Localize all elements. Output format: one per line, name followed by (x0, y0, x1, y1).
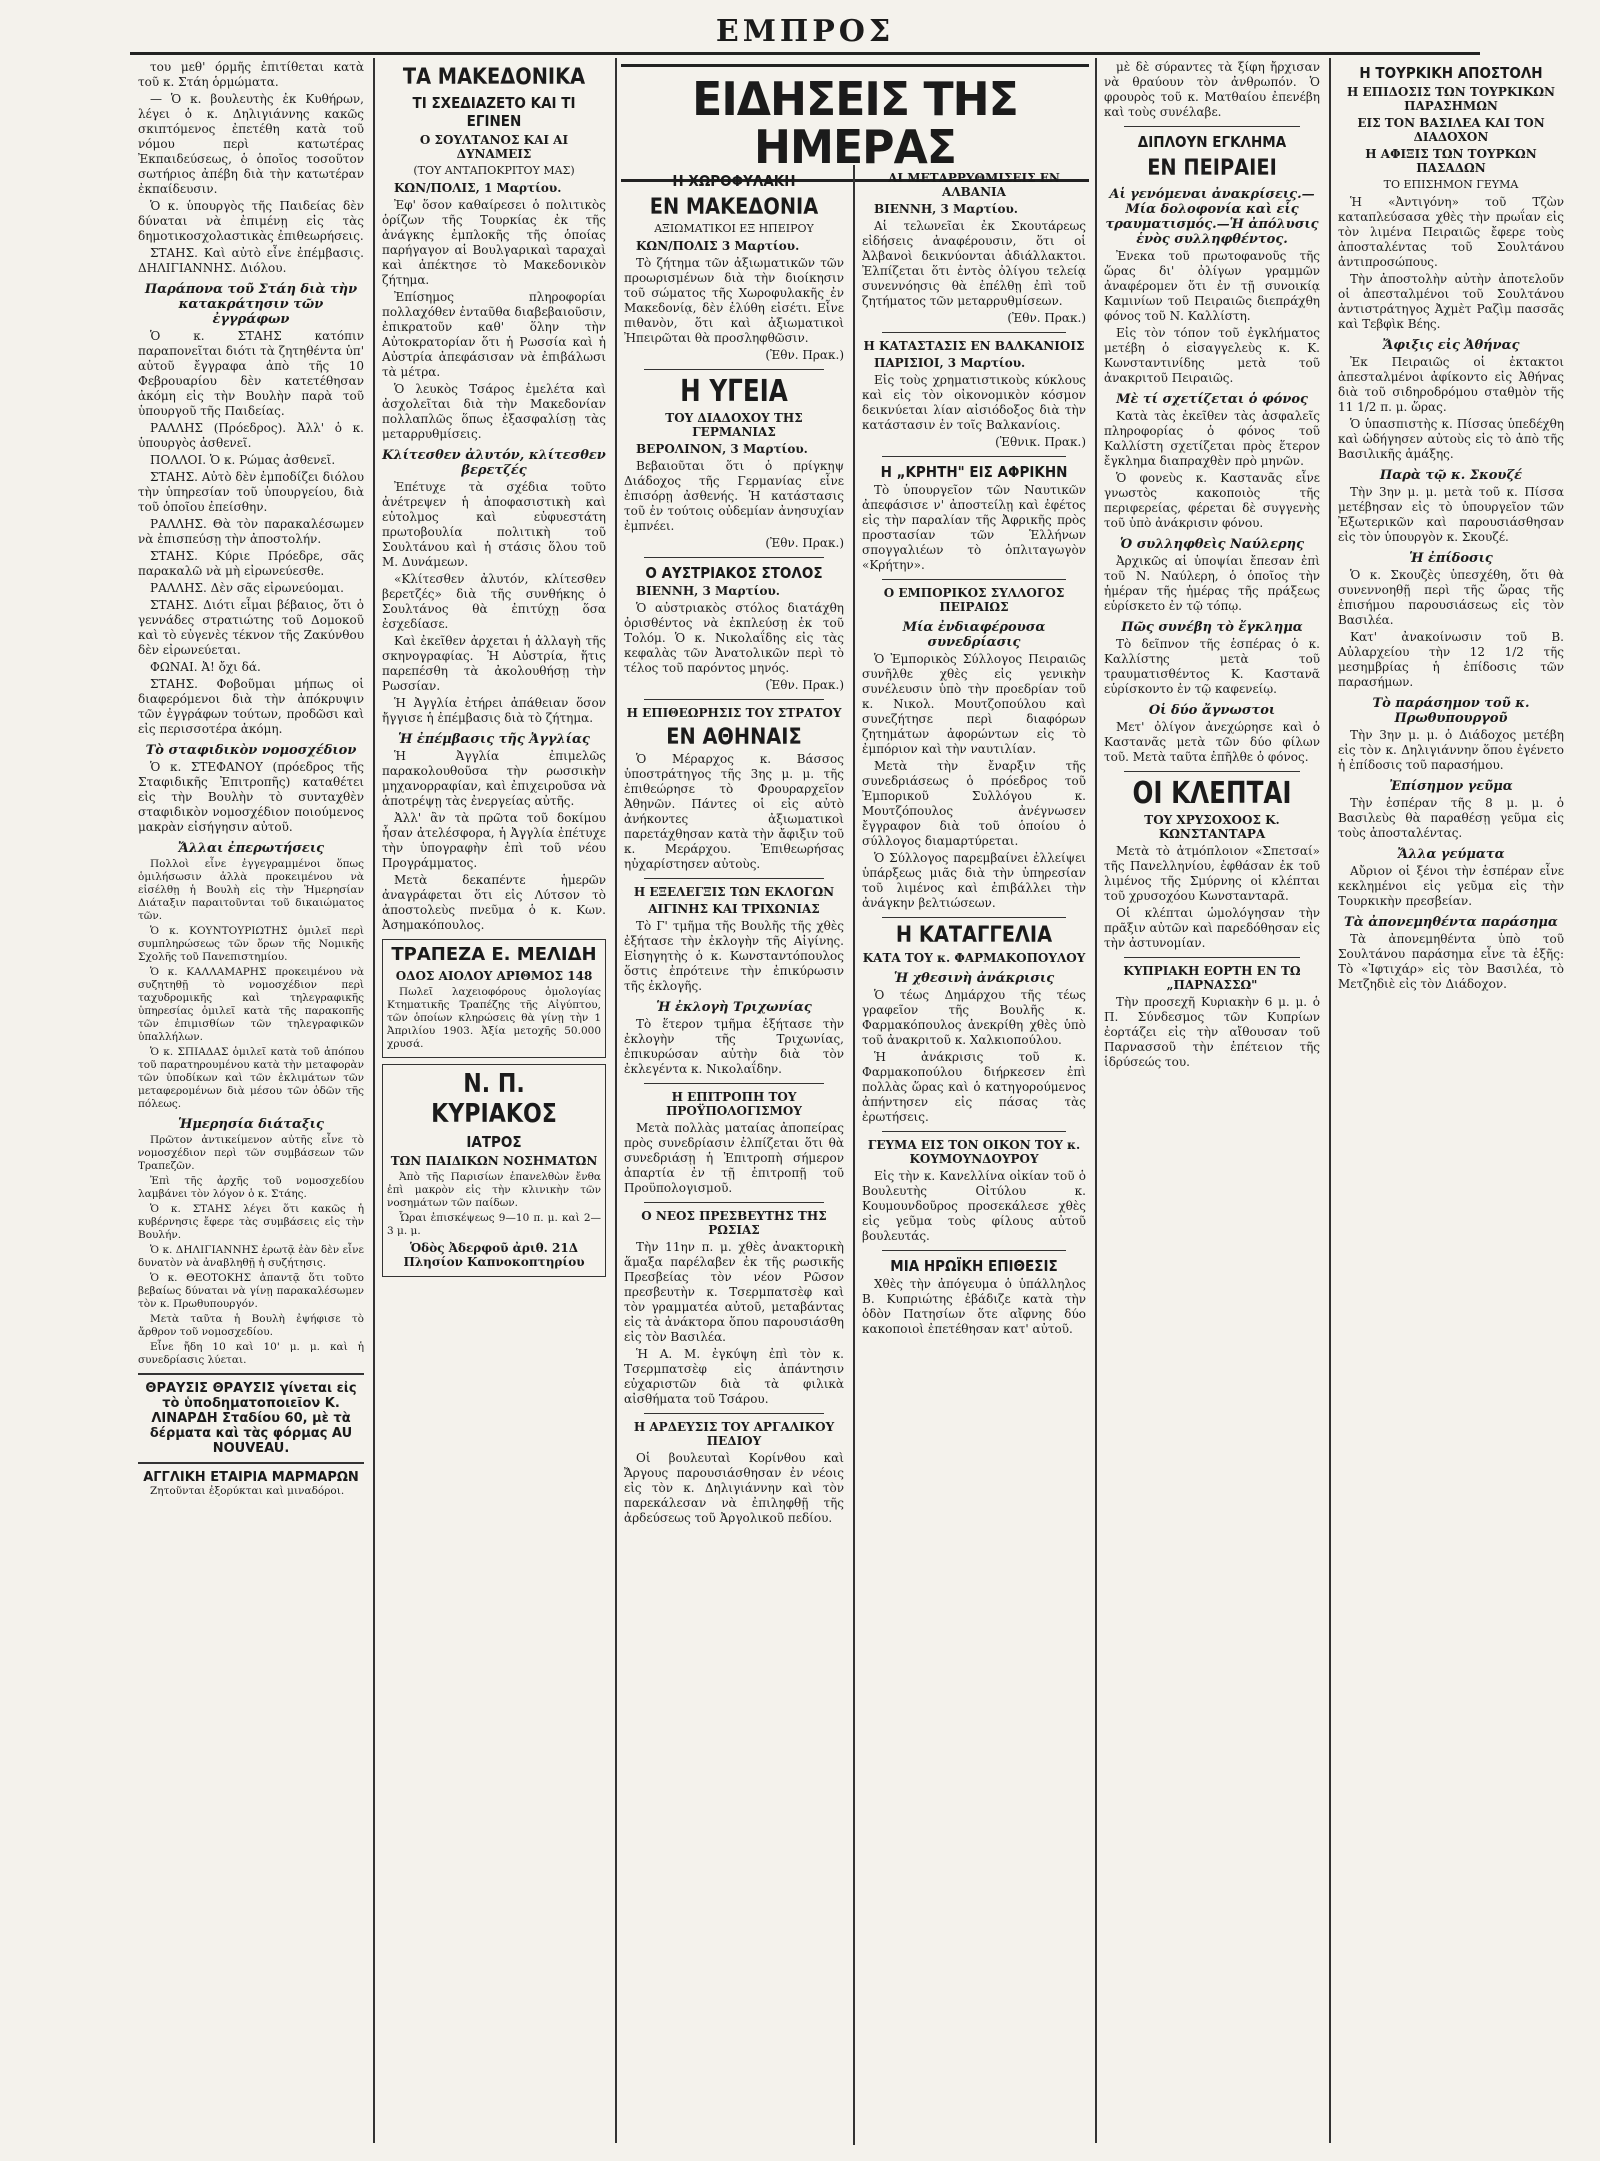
column-divider (373, 58, 375, 2143)
paragraph: ΦΩΝΑΙ. Ἀ! ὄχι δά. (150, 660, 261, 674)
section-heading: Παράπονα τοῦ Στάη διὰ τὴν κατακράτησιν τῶν ἐγγράφων (144, 282, 358, 327)
paragraph: Οἱ κλέπται ὡμολόγησαν τὴν πρᾶξιν αὐτῶν καὶ παρεδόθησαν εἰς τὴν ἀστυνομίαν. (1104, 906, 1320, 950)
article-subheadline: Η ΑΦΙΞΙΣ ΤΩΝ ΤΟΥΡΚΩΝ ΠΑΣΑΔΩΝ (1365, 147, 1537, 175)
divider (882, 456, 1066, 457)
dateline-text: ΠΑΡΙΣΙΟΙ, 3 Μαρτίου. (874, 356, 1026, 370)
paragraph: ΣΤΑΗΣ. Διότι εἶμαι βέβαιος, ὅτι ὁ γεννάδες στρατιώτης τοῦ Δομοκοῦ καὶ τὸ εὐγενὲς τέκνον τῆς Ζακύνθου δὲν εἰρωνεύεται. (138, 598, 364, 657)
divider (882, 579, 1066, 580)
source: (Ἐθν. Πρακ.) (765, 348, 844, 362)
paragraph: Εἰς τὴν κ. Κανελλίνα οἰκίαν τοῦ ὁ Βουλευτὴς Οἰτύλου κ. Κουμουνδοῦρος προσεκάλεσε χθὲς εἰς γεῦμα τοὺς φίλους αὐτοῦ βουλευτάς. (862, 1169, 1086, 1243)
article-headline: Ο ΝΕΟΣ ΠΡΕΣΒΕΥΤΗΣ ΤΗΣ ΡΩΣΙΑΣ (641, 1209, 827, 1237)
section-heading: Τὸ σταφιδικὸν νομοσχέδιον (145, 743, 357, 758)
paragraph: Εἰς τὸν τόπον τοῦ ἐγκλήματος μετέβη ὁ εἰσαγγελεὺς κ. Κ. Κωνσταντινίδης μετὰ τοῦ ἀνακριτοῦ Πειραιῶς. (1104, 326, 1320, 385)
paragraph: Ὁ κ. ΣΤΑΗΣ λέγει ὅτι κακῶς ἡ κυβέρνησις ἔφερε τὰς συμβάσεις εἰς τὴν Βουλήν. (138, 1203, 364, 1241)
paragraph: ΣΤΑΗΣ. Αὐτὸ δὲν ἐμποδίζει διόλου τὴν ὑπηρεσίαν τοῦ ὑπουργείου, διὰ τοῦ ὁποῖου ἐπείσθην. (138, 470, 364, 514)
section-heading: Ἡμερησία διάταξις (178, 1117, 324, 1132)
column-2 (376, 60, 612, 2145)
paragraph: Τὴν ἀποστολὴν αὐτὴν ἀποτελοῦν οἱ ἀπεσταλμένοι τοῦ Σουλτάνου ἀντιστράτηγος Ἀχμὲτ Ραζὶμ πασσᾶς καὶ Τεβφὶκ Βέης. (1338, 272, 1564, 331)
paragraph: ΡΑΛΛΗΣ (Πρόεδρος). Ἀλλ' ὁ κ. ὑπουργὸς ἀσθενεῖ. (138, 421, 364, 450)
column-3 (618, 168, 850, 2145)
divider (138, 1373, 364, 1375)
paragraph: Ἡ Ἀγγλία ἐπιμελῶς παρακολουθοῦσα τὴν ρωσσικὴν μηχανορραφίαν, καὶ ἐπιχειροῦσα νὰ ἀποτρέψῃ τὰς ἐνεργείας αὐτῆς. (382, 749, 606, 808)
article-headline: Η „ΚΡΗΤΗ" ΕΙΣ ΑΦΡΙΚΗΝ (880, 463, 1068, 481)
article-headline: Η ΤΟΥΡΚΙΚΗ ΑΠΟΣΤΟΛΗ (1359, 64, 1543, 82)
doctor-advertisement (382, 1064, 606, 1277)
advertisement: ΘΡΑΥΣΙΣ ΘΡΑΥΣΙΣ γίνεται εἰς τὸ ὑποδηματοποιεῖον Κ. ΛΙΝΑΡΔΗ Σταδίου 60, μὲ τὰ δέρματα καὶ τὰς φόρμας AU NOUVEAU. (145, 1381, 357, 1456)
section-heading: Ὁ συλληφθεὶς Ναύλερης (1120, 537, 1304, 552)
paragraph: Αὔριον οἱ ξένοι τὴν ἑσπέραν εἶνε κεκλημένοι εἰς γεῦμα εἰς τὴν Τουρκικὴν πρεσβείαν. (1338, 864, 1564, 908)
section-heading: Ἐπίσημον γεῦμα (1389, 779, 1513, 794)
paragraph: Ὁ Ἐμπορικὸς Σύλλογος Πειραιῶς συνῆλθε χθὲς εἰς γενικὴν συνέλευσιν ὑπὸ τὴν προεδρίαν τοῦ κ. Νικολ. Μουτζοπούλου καὶ συνεζήτησε περὶ διαφόρων ζητημάτων ἀφορώντων εἰς τὸ ἐμπόριον καὶ τὴν ναυτιλίαν. (862, 652, 1086, 756)
divider (1124, 126, 1300, 127)
paragraph: Ἐπέτυχε τὰ σχέδια τοῦτο ἀνέτρεψεν ἡ ἀποφασιστικὴ καὶ εὐτολμος καὶ εὐφυεστάτη πρωτοβουλία πολιτικὴ τοῦ Σουλτάνου καὶ ἡ στάσις ὅλου τοῦ Μ. Δυνάμεων. (382, 480, 606, 569)
dateline-text: ΒΙΕΝΝΗ, 3 Μαρτίου. (874, 202, 1018, 216)
article-headline: ΤΑ ΜΑΚΕΔΟΝΙΚΑ (402, 65, 586, 90)
paragraph: ΡΑΛΛΗΣ. Δὲν σᾶς εἰρωνεύομαι. (150, 581, 344, 595)
paragraph: Τὸ ζήτημα τῶν ἀξιωματικῶν τῶν προωρισμένων διὰ τὴν διοίκησιν τοῦ σώματος τῆς Χωροφυλακῆς ἐν Μακεδονίᾳ, δὲν ἐλύθη εἰσέτι. Εἶνε πιθανὸν, ὅτι καὶ ἀξιωματικοὶ Ἠπειρῶται θὰ προσληφθῶσιν. (624, 256, 844, 345)
article-headline: ΔΙΠΛΟΥΝ ΕΓΚΛΗΜΑ (1137, 133, 1287, 151)
paragraph: Ὁ αὐστριακὸς στόλος διατάχθη ὀρισθέντος νὰ ἐκπλεύσῃ ἐκ τοῦ Τολόμ. Ὁ κ. Νικολαΐδης εἰς τὰς κεφαλὰς τῶν Ἀνατολικῶν περὶ τὸ τέλος τοῦ παρόντος μηνός. (624, 601, 844, 675)
section-heading: Τὰ ἀπονεμηθέντα παράσημα (1344, 915, 1558, 930)
dateline-text: ΒΙΕΝΝΗ, 3 Μαρτίου. (636, 584, 780, 598)
article-subheadline: Η ΕΠΙΔΟΣΙΣ ΤΩΝ ΤΟΥΡΚΙΚΩΝ ΠΑΡΑΣΗΜΩΝ (1347, 85, 1555, 113)
article-headline: Η ΕΠΙΤΡΟΠΗ ΤΟΥ ΠΡΟΫΠΟΛΟΓΙΣΜΟΥ (666, 1090, 802, 1118)
article-subheadline: ΤΟ ΕΠΙΣΗΜΟΝ ΓΕΥΜΑ (1383, 178, 1519, 191)
banner-frame (621, 64, 1089, 182)
ad-specialty: ΤΩΝ ΠΑΙΔΙΚΩΝ ΝΟΣΗΜΑΤΩΝ (390, 1154, 598, 1168)
paragraph: Ὁ κ. ὑπουργὸς τῆς Παιδείας δὲν δύναται νὰ ἐπιμένῃ εἰς τὰς δημοτικοσχολαστικὰς ἐπιθεωρήσεις. (138, 199, 364, 243)
dateline-text: ΚΩΝ/ΠΟΛΙΣ, 1 Μαρτίου. (394, 181, 562, 195)
section-heading: Μία ἐνδιαφέρουσα συνεδρίασις (902, 620, 1046, 650)
article-headline: Ο ΑΥΣΤΡΙΑΚΟΣ ΣΤΟΛΟΣ (645, 564, 823, 582)
ad-subtitle: ΙΑΤΡΟΣ (466, 1133, 522, 1151)
paragraph: Ἡ Ἀγγλία ἐτήρει ἀπάθειαν ὅσον ἤγγισε ἡ ἐπέμβασις διὰ τὸ ζήτημα. (382, 696, 606, 725)
section-heading: Ἄλλα γεύματα (1397, 847, 1505, 862)
paragraph: ΣΤΑΗΣ. Φοβοῦμαι μήπως οἱ διαφερόμενοι διὰ τὴν ἀπόκρυψιν τῶν ἐγγράφων τούτων, προδῶσι καὶ εἰς περισσοτέρα ἀκόμη. (138, 677, 364, 736)
paragraph: μὲ δὲ σύραντες τὰ ξίφη ἤρχισαν νὰ θραύουν τὸν ἀνθρωπόν. Ὁ φρουρὸς τοῦ κ. Ματθαίου ἐπενέβη καὶ τοὺς συνέλαβε. (1104, 60, 1320, 119)
divider (1124, 957, 1300, 958)
divider (882, 1250, 1066, 1251)
paragraph: ΣΤΑΗΣ. Κύριε Πρόεδρε, σᾶς παρακαλῶ νὰ μὴ εἰρωνεύεσθε. (138, 549, 364, 578)
divider (1124, 771, 1300, 772)
article-subheadline: ΕΙΣ ΤΟΝ ΒΑΣΙΛΕΑ ΚΑΙ ΤΟΝ ΔΙΑΔΟΧΟΝ (1357, 116, 1545, 144)
paragraph: Ὁ ὑπασπιστὴς κ. Πίσσας ὑπεδέχθη καὶ ὡδήγησεν αὐτοὺς εἰς τὸ ἀπὸ τῆς Βασιλικῆς ἁμάξης. (1338, 417, 1564, 461)
dateline-text: ΒΕΡΟΛΙΝΟΝ, 3 Μαρτίου. (636, 442, 808, 456)
paragraph: Μετὰ τὴν ἔναρξιν τῆς συνεδριάσεως ὁ πρόεδρος τοῦ Ἐμπορικοῦ Συλλόγου κ. Μουτζόπουλος ἀνέγνωσεν ἔγγραφον διὰ τοῦ ὁποίου ὁ σύλλογος διαμαρτύρεται. (862, 759, 1086, 848)
column-divider (615, 58, 617, 2143)
paragraph: Ἐπίσημος πληροφορίαι πολλαχόθεν ἐνταῦθα διαβεβαιοῦσιν, ἐπικρατοῦν καθ' ὅλην τὴν Αὐτοκρατορίαν ὅτι ἡ Ρωσσία καὶ ἡ Αὐστρία ἀπεφάσισαν νὰ ἐπιβάλωσι τὰ μέτρα. (382, 290, 606, 379)
dateline-text: ΚΩΝ/ΠΟΛΙΣ 3 Μαρτίου. (636, 239, 800, 253)
article-subheadline: ΤΟΥ ΧΡΥΣΟΧΟΟΣ Κ. ΚΩΝΣΤΑΝΤΑΡΑ (1144, 813, 1280, 841)
ad-hours: Ὧραι ἐπισκέψεως 9—10 π. μ. καὶ 2—3 μ. μ. (387, 1212, 601, 1237)
article-headline: Η ΧΩΡΟΦΥΛΑΚΗ (672, 172, 796, 190)
paragraph: Εἶνε ἤδη 10 καὶ 10' μ. μ. καὶ ἡ συνεδρίασις λύεται. (138, 1341, 364, 1366)
paragraph: Ἡ «Ἀντιγόνη» τοῦ Τζὼν καταπλεύσασα χθὲς τὴν πρωΐαν εἰς τὸν λιμένα Πειραιῶς ἔφερε τοὺς ἀποσταλέντας τοῦ Σουλτάνου ἀντιπροσώπους. (1338, 195, 1564, 269)
dateline (862, 356, 1086, 371)
page-banner-headline: ΕΙΔΗΣΕΙΣ ΤΗΣ ΗΜΕΡΑΣ (692, 72, 1018, 174)
ad-text: Ἀπὸ τῆς Παρισίων ἐπανελθὼν ἔνθα ἐπὶ μακρὸν εἰς τὴν κλινικὴν τῶν νοσημάτων τῶν παίδων. (387, 1171, 601, 1209)
source: (Ἐθν. Πρακ.) (765, 536, 844, 550)
source: (Ἐθνικ. Πρακ.) (995, 435, 1086, 449)
article-subheadline: ΑΙΓΙΝΗΣ ΚΑΙ ΤΡΙΧΩΝΙΑΣ (648, 902, 820, 916)
paragraph: Ὁ κ. ΚΑΛΛΑΜΑΡΗΣ προκειμένου νὰ συζητηθῇ τὸ νομοσχέδιον περὶ ταχυδρομικῆς καὶ τηλεγραφικῆς ὑπηρεσίας ὁμιλεῖ κατὰ τῆς παρακοπῆς τῶν ἐπιμισθίων τῶν τηλεγραφικῶν ὑπαλλήλων. (138, 966, 364, 1043)
column-divider (1095, 58, 1097, 2143)
column-5 (1098, 60, 1326, 2145)
paragraph: Οἱ βουλευταὶ Κορίνθου καὶ Ἄργους παρουσιάσθησαν ἐν νέοις εἰς τὸν κ. Δηλιγιάννην καὶ τὸν παρεκάλεσαν νὰ ἐπιληφθῇ τῆς ἀρδεύσεως τοῦ Ἀργολικοῦ πεδίου. (624, 1451, 844, 1525)
paragraph: Τὸ ἕτερον τμῆμα ἐξήτασε τὴν ἐκλογὴν τῆς Τριχωνίας, ἐπικυρώσαν αὐτὴν διὰ τὸν ἐκλεγέντα κ. Νικολαΐδην. (624, 1017, 844, 1076)
paragraph: Μετὰ ταῦτα ἡ Βουλὴ ἐψήφισε τὸ ἄρθρον τοῦ νομοσχεδίου. (138, 1313, 364, 1338)
paragraph: «Κλίτεσθεν ἀλυτόν, κλίτεσθεν βερετζές» διὰ τῆς συνθήκης ὁ Σουλτάνος θὰ ἐπιτύχῃ ὅσα ἐσχεδίασε. (382, 572, 606, 631)
section-heading: Πῶς συνέβη τὸ ἔγκλημα (1121, 620, 1303, 635)
dateline (624, 442, 844, 457)
article-headline: ΚΥΠΡΙΑΚΗ ΕΟΡΤΗ ΕΝ ΤΩ „ΠΑΡΝΑΣΣΩ" (1123, 964, 1301, 992)
divider (644, 1083, 824, 1084)
section-heading: Ἡ ἐκλογὴ Τριχωνίας (656, 1000, 812, 1015)
divider (644, 1413, 824, 1414)
section-heading: Ἄφιξις εἰς Ἀθήνας (1382, 338, 1520, 353)
paragraph: Βεβαιοῦται ὅτι ὁ πρίγκηψ Διάδοχος τῆς Γερμανίας εἶνε ἐπισόρῃ ἀσθενής. Ἡ κατάστασις τοῦ ἐν τούτοις οὐδεμίαν ἀνησυχίαν ἐμπνέει. (624, 459, 844, 533)
paragraph: Ἀλλ' ἂν τὰ πρῶτα τοῦ δοκίμου ἦσαν ἀτελέσφορα, ἡ Ἀγγλία ἐπέτυχε τὴν ὑπογραφὴν ἐπὶ τοῦ νέου Προγράμματος. (382, 811, 606, 870)
section-heading: Οἱ δύο ἄγνωστοι (1148, 703, 1276, 718)
paragraph: Ὁ κ. ΣΠΙΑΔΑΣ ὁμιλεῖ κατὰ τοῦ ἀπόπου τοῦ παρατηρουμένου κατὰ τὴν μεταφορὰν τῶν ὑποδίκων καὶ τῶν ἐκλιμάτων τῶν μεταφερομένων διὰ μέσου τῶν ὁδῶν τῆς πόλεως. (138, 1046, 364, 1110)
article-headline: ΓΕΥΜΑ ΕΙΣ ΤΟΝ ΟΙΚΟΝ ΤΟΥ κ. ΚΟΥΜΟΥΝΔΟΥΡΟΥ (867, 1138, 1081, 1166)
source: (Ἐθν. Πρακ.) (765, 678, 844, 692)
article-headline: Η ΕΠΙΘΕΩΡΗΣΙΣ ΤΟΥ ΣΤΡΑΤΟΥ (626, 706, 842, 720)
column-6 (1332, 60, 1570, 2145)
paragraph: Ἡ Α. Μ. ἐγκύψη ἐπὶ τὸν κ. Τσερμπατσὲφ εἰς ἀπάντησιν εὐχαριστῶν διὰ τὰ φιλικὰ αἰσθήματα τοῦ Τσάρου. (624, 1347, 844, 1406)
ad-text: Πωλεῖ λαχειοφόρους ὁμολογίας Κτηματικῆς Τραπέζης τῆς Αἰγύπτου, τῶν ὁποίων κληρώσεις θὰ γίνῃ τὴν 1 Ἀπριλίου 1903. Ἀξία μετοχῆς 50.000 χρυσά. (387, 986, 601, 1050)
article-subheadline: Ο ΣΟΥΛΤΑΝΟΣ ΚΑΙ ΑΙ ΔΥΝΑΜΕΙΣ (419, 133, 569, 161)
masthead: ΕΜΠΡΟΣ (715, 14, 895, 49)
paragraph: Μετὰ τὸ ἀτμόπλοιον «Σπετσαί» τῆς Πανελληνίου, ἐφθάσαν ἐκ τοῦ λιμένος τῆς Σμύρνης οἱ κλέπται τοῦ χρυσοχόου Κωνστανταρᾶ. (1104, 844, 1320, 903)
divider (644, 369, 824, 370)
section-heading: Παρὰ τῷ κ. Σκουζέ (1379, 468, 1523, 483)
paragraph: Ὁ Μέραρχος κ. Βάσσος ὑποστράτηγος τῆς 3ης μ. μ. τῆς ἐπιθεώρησε τὸ Φρουραρχεῖον Ἀθηνῶν. Πάντες οἱ εἰς αὐτὸ ἀνήκοντες ἀξιωματικοὶ παρετάχθησαν κατὰ τὴν ἄφιξιν τοῦ κ. Μεράρχου. Ἐπιθεωρήσας ηὐχαρίστησεν αὐτοὺς. (624, 752, 844, 871)
divider (644, 878, 824, 879)
paragraph: Πρῶτον ἀντικείμενον αὐτῆς εἶνε τὸ νομοσχέδιον περὶ τῶν συμβάσεων τῶν Τραπεζῶν. (138, 1134, 364, 1172)
byline: (ΤΟΥ ΑΝΤΑΠΟΚΡΙΤΟΥ ΜΑΣ) (413, 164, 575, 177)
article-headline: Η ΕΞΕΛΕΓΞΙΣ ΤΩΝ ΕΚΛΟΓΩΝ (633, 885, 835, 899)
paragraph: Ὁ Σύλλογος παρεμβαίνει ἐλλείψει ὑπάρξεως μιᾶς διὰ τὴν ὑπηρεσίαν τοῦ λιμένος καὶ ἐπιβάλλει τὴν ἀνάγκην βελτιώσεων. (862, 851, 1086, 910)
paragraph: Κατὰ τὰς ἐκεῖθεν τὰς ἀσφαλεῖς πληροφορίας ὁ φόνος τοῦ Καλλίστη σχετίζεται πρὸς ἕτερον ἔγκλημα διαπραχθὲν πρὸ μηνῶν. (1104, 409, 1320, 468)
paragraph: Ἐνεκα τοῦ πρωτοφανοῦς τῆς ὥρας δι' ὀλίγων γραμμῶν ἀναφέρομεν ὅτι ἐν τῇ συνοικίᾳ Καμινίων τοῦ Πειραιῶς διεπράχθη φόνος τοῦ Ν. Καλλίστη. (1104, 249, 1320, 323)
paragraph: Ὁ κ. Σκουζὲς ὑπεσχέθη, ὅτι θὰ συνεννοηθῇ περὶ τῆς ὥρας τῆς ἐπισήμου παρουσιάσεως εἰς τὸν Βασιλέα. (1338, 568, 1564, 627)
paragraph: Χθὲς τὴν ἀπόγευμα ὁ ὑπάλληλος Β. Κυπριώτης ἐβάδιζε κατὰ τὴν ὁδὸν Πατησίων ὅτε αἴφνης δύο κακοποιοὶ ἐπετέθησαν κατ' αὐτοῦ. (862, 1277, 1086, 1336)
article-headline: ΕΝ ΜΑΚΕΔΟΝΙΑ (649, 195, 819, 220)
article-headline: Η ΚΑΤΑΓΓΕΛΙΑ (895, 923, 1053, 948)
divider (882, 332, 1066, 333)
paragraph: Ἐκ Πειραιῶς οἱ ἐκτακτοι ἀπεσταλμένοι ἀφίκοντο εἰς Ἀθήνας διὰ τοῦ σιδηροδρόμου σταθμὸν τῆς 11 1/2 π. μ. ὥρας. (1338, 355, 1564, 414)
paragraph: Τὸ δεῖπνον τῆς ἑσπέρας ὁ κ. Καλλίστης μετὰ τοῦ τραυματισθέντος Κ. Καστανᾶ εὑρίσκοντο ἐν τῷ καφενείῳ. (1104, 637, 1320, 696)
paragraph: Τὸ Γ' τμῆμα τῆς Βουλῆς τῆς χθὲς ἐξήτασε τὴν ἐκλογὴν τῆς Αἰγίνης. Εἰσηγητὴς ὁ κ. Κωνσταντόπουλος ὅστις ἐπρότεινε τὴν ἐπικύρωσιν τῆς ἐκλογῆς. (624, 919, 844, 993)
column-divider (853, 165, 855, 2145)
paragraph: Αἱ τελωνεῖαι ἐκ Σκουτάρεως εἰδήσεις ἀναφέρουσιν, ὅτι οἱ Ἀλβανοὶ δεικνύονται ἀδιάλλακτοι. Ἐλπίζεται ὅτι ἐντὸς ὀλίγου τελείᾳ συνεννόησις θὰ ἐπέλθῃ ἐπὶ τοῦ ζητήματος τῶν μεταρρυθμίσεων. (862, 219, 1086, 308)
section-heading: Ἡ χθεσινὴ ἀνάκρισις (893, 971, 1055, 986)
dateline (624, 584, 844, 599)
paragraph: Καὶ ἐκεῖθεν ἀρχεται ἡ ἀλλαγὴ τῆς σκηνογραφίας. Ἡ Αὐστρία, ἥτις παρεπέσθη τὰ ἀκολουθήσῃ τὴν Ρωσσίαν. (382, 634, 606, 693)
paragraph: Τὴν ἑσπέραν τῆς 8 μ. μ. ὁ Βασιλεὺς θὰ παραθέσῃ γεῦμα εἰς τοὺς ἀποσταλέντας. (1338, 796, 1564, 840)
paragraph: Τὸ ὑπουργεῖον τῶν Ναυτικῶν ἀπεφάσισε ν' ἀποστείλῃ καὶ ἐφέτος εἰς τὴν παραλίαν τῆς Ἀφρικῆς πρὸς προστασίαν τῶν Ἑλλήνων σπογγαλιέων τὸ ὁπλιταγωγὸν «Κρήτην». (862, 483, 1086, 572)
paragraph: Πολλοὶ εἶνε ἐγγεγραμμένοι ὅπως ὁμιλήσωσιν ἀλλὰ προκειμένου νὰ εἰσέλθῃ ἡ Βουλὴ εἰς τὴν Ἡμερησίαν Διάταξιν παραιτοῦνται τοῦ δικαιώματος τῶν. (138, 858, 364, 922)
column-1 (132, 60, 370, 2145)
paragraph: Εἰς τοὺς χρηματιστικοὺς κύκλους καὶ εἰς τὸν οἰκονομικὸν κόσμον δεικνύεται λίαν αἰσιόδοξος διὰ τὴν κατάστασιν ἐν τοῖς Βαλκανίοις. (862, 373, 1086, 432)
section-heading: Ἡ ἐπίδοσις (1409, 551, 1493, 566)
masthead-rule (130, 52, 1480, 55)
article-subheadline: ΤΙ ΣΧΕΔΙΑΖΕΤΟ ΚΑΙ ΤΙ ΕΓΙΝΕΝ (412, 94, 576, 130)
paragraph: Ἀρχικῶς αἱ ὑποψίαι ἔπεσαν ἐπὶ τοῦ Ν. Ναύλερη, ὁ ὁποῖος τὴν ἡμέραν τῆς ἡμέρας τῆς πράξεως εὑρίσκετο ἐν τῷ τόπῳ. (1104, 554, 1320, 613)
paragraph: Ὁ κ. ΣΤΕΦΑΝΟΥ (πρόεδρος τῆς Σταφιδικῆς Ἐπιτροπῆς) καταθέτει εἰς τὴν Βουλὴν τὸ συνταχθὲν σταφιδικὸν νομοσχέδιον ποιούμενος μακρὰν εἰσήγησιν αὐτοῦ. (138, 760, 364, 834)
article-headline: ΕΝ ΠΕΙΡΑΙΕΙ (1147, 156, 1277, 181)
ad-title: ΤΡΑΠΕΖΑ Ε. ΜΕΛΙΔΗ (391, 944, 597, 965)
column-4 (856, 168, 1092, 2145)
ad-title: Ν. Π. ΚΥΡΙΑΚΟΣ (431, 1069, 557, 1129)
paragraph: Ὁ τέως Δημάρχου τῆς τέως γραφεῖον τῆς Βουλῆς κ. Φαρμακόπουλος ἀνεκρίθη χθὲς ὑπὸ τοῦ ἀνακριτοῦ κ. Χαλκιοπούλου. (862, 988, 1086, 1047)
paragraph: ΡΑΛΛΗΣ. Θὰ τὸν παρακαλέσωμεν νὰ ἐπισπεύσῃ τὴν ἀποστολήν. (138, 517, 364, 546)
divider (138, 1462, 364, 1464)
paragraph: Ἡ ἀνάκρισις τοῦ κ. Φαρμακοπούλου διήρκεσεν ἐπὶ πολλὰς ὥρας καὶ ὁ κατηγορούμενος ἀπήντησεν εἰς πάσας τὰς ἐρωτήσεις. (862, 1050, 1086, 1124)
notice-text: Ζητοῦνται ἐξορύκται καὶ μιναδόροι. (150, 1485, 345, 1497)
divider (644, 699, 824, 700)
article-subheadline: ΚΑΤΑ ΤΟΥ κ. ΦΑΡΜΑΚΟΠΟΥΛΟΥ (862, 951, 1086, 965)
dateline (862, 202, 1086, 217)
paragraph: Ὁ λευκὸς Τσάρος ἐμελέτα καὶ ἀσχολεῖται διὰ τὴν Μακεδονίαν πολλαπλῶς ὅπως ἐξασφαλίσῃ τὰς μεταρρυθμίσεις. (382, 382, 606, 441)
article-headline: ΑΙ ΜΕΤΑΡΡΥΘΜΙΣΕΙΣ ΕΝ ΑΛΒΑΝΙΑ (888, 171, 1060, 199)
paragraph: ΠΟΛΛΟΙ. Ὁ κ. Ρώμας ἀσθενεῖ. (150, 453, 336, 467)
article-subheadline: ΑΞΙΩΜΑΤΙΚΟΙ ΕΞ ΗΠΕΙΡΟΥ (654, 222, 814, 235)
notice-title: ΑΓΓΛΙΚΗ ΕΤΑΙΡΙΑ ΜΑΡΜΑΡΩΝ (143, 1470, 359, 1485)
article-headline: Η ΚΑΤΑΣΤΑΣΙΣ ΕΝ ΒΑΛΚΑΝΙΟΙΣ (863, 339, 1085, 353)
article-headline: ΜΙΑ ΗΡΩΪΚΗ ΕΠΙΘΕΣΙΣ (890, 1257, 1058, 1275)
paragraph: Ἐπὶ τῆς ἀρχῆς τοῦ νομοσχεδίου λαμβάνει τὸν λόγον ὁ κ. Στάης. (138, 1175, 364, 1200)
paragraph: Τὴν προσεχῆ Κυριακὴν 6 μ. μ. ὁ Π. Σύνδεσμος τῶν Κυπρίων ἐορτάζει εἰς τὴν αἴθουσαν τοῦ Παρνασσοῦ τὴν ἐπέτειον τῆς ἱδρύσεώς του. (1104, 995, 1320, 1069)
article-headline: ΕΝ ΑΘΗΝΑΙΣ (666, 725, 802, 750)
paragraph: του μεθ' όρμῆς ἐπιτίθεται κατὰ τοῦ κ. Στάη ὁρμώματα. (138, 60, 364, 89)
paragraph: Μετὰ δεκαπέντε ἡμερῶν ἀναγράφεται ὅτι εἰς Λύτσον τὸ ἀποστολεὺς πνεῦμα ὁ κ. Κων. Ἀσημακόπουλος. (382, 873, 606, 932)
paragraph: Τὰ ἀπονεμηθέντα ὑπὸ τοῦ Σουλτάνου παράσημα εἶνε τὰ ἑξῆς: Τὸ «Ἰφτιχάρ» εἰς τὸν Βασιλέα, τὸ Μετζηδιὲ εἰς τὸν Διάδοχον. (1338, 932, 1564, 991)
bank-advertisement (382, 939, 606, 1058)
article-headline: Ο ΕΜΠΟΡΙΚΟΣ ΣΥΛΛΟΓΟΣ ΠΕΙΡΑΙΩΣ (883, 586, 1065, 614)
column-divider (1329, 58, 1331, 2143)
dateline (382, 181, 606, 196)
paragraph: Ὁ κ. ΣΤΑΗΣ κατόπιν παραπονεῖται διότι τὰ ζητηθέντα ὑπ' αὐτοῦ ἔγγραφα ἀπὸ τῆς 10 Φεβρουαρίου δὲν κατετέθησαν ἀκόμη εἰς τὴν Βουλὴν παρὰ τοῦ ὑπουργοῦ τῆς Παιδείας. (138, 329, 364, 418)
paragraph: Κατ' ἀνακοίνωσιν τοῦ Β. Αὐλαρχείου τὴν 12 1/2 τῆς μεσημβρίας ἡ ἐπίδοσις τῶν παρασήμων. (1338, 630, 1564, 689)
ad-address: ΟΔΟΣ ΑΙΟΛΟΥ ΑΡΙΘΜΟΣ 148 (395, 969, 593, 983)
section-heading: Κλίτεσθεν ἀλυτόν, κλίτεσθεν βερετζές (382, 448, 606, 478)
paragraph: Ὁ κ. ΘΕΟΤΟΚΗΣ ἀπαντᾷ ὅτι τοῦτο βεβαίως δύναται νὰ γίνῃ παρακαλέσωμεν τὸν κ. Πρωθυπουργόν. (138, 1272, 364, 1310)
dateline (624, 239, 844, 254)
section-heading: Ἄλλαι ἐπερωτήσεις (177, 841, 325, 856)
paragraph: Μετ' ὀλίγον ἀνεχώρησε καὶ ὁ Καστανᾶς μετὰ τῶν δύο φίλων τοῦ. Μετὰ ταῦτα ἐπῆλθε ὁ φόνος. (1104, 720, 1320, 764)
divider (882, 917, 1066, 918)
paragraph: Τὴν 3ην μ. μ. ὁ Διάδοχος μετέβη εἰς τὸν κ. Δηλιγιάννην ὅπου ἐγένετο ἡ ἐπίδοσις τοῦ παρασήμου. (1338, 728, 1564, 772)
paragraph: ΣΤΑΗΣ. Καὶ αὐτὸ εἶνε ἐπέμβασις. ΔΗΛΙΓΙΑΝΝΗΣ. Διόλου. (138, 246, 364, 275)
paragraph: Ὁ κ. ΔΗΛΙΓΙΑΝΝΗΣ ἐρωτᾷ ἐὰν δὲν εἶνε δυνατὸν νὰ ἀναβληθῇ ἡ συζήτησις. (138, 1244, 364, 1269)
source: (Ἐθν. Πρακ.) (1007, 311, 1086, 325)
paragraph: Ὁ κ. ΚΟΥΝΤΟΥΡΙΩΤΗΣ ὁμιλεῖ περὶ συμπληρώσεως τῶν ὅρων τῆς Νομικῆς Σχολῆς τοῦ Πανεπιστημίου. (138, 925, 364, 963)
paragraph: Ὁ φονεὺς κ. Καστανᾶς εἶνε γνωστὸς κακοποιὸς τῆς περιφερείας, φέρεται δὲ συγγενὴς τοῦ ὑπὸ ἀνάκρισιν φόνου. (1104, 471, 1320, 530)
divider (882, 1131, 1066, 1132)
paragraph: Ἐφ' ὅσον καθαίρεσει ὁ πολιτικὸς ὁρίζων τῆς Τουρκίας ἐκ τῆς ἀνάγκης ἐμπλοκῆς τῆς ὁποίας παρήγαγον αἱ Βουλγαρικαὶ ταραχαὶ καὶ ἀπέκτησε τὸ Μακεδονικὸν ζήτημα. (382, 198, 606, 287)
paragraph: Μετὰ πολλὰς ματαίας ἀποπείρας πρὸς συνεδρίασιν ἐλπίζεται ὅτι θὰ συνεδριάσῃ ἡ Ἐπιτροπὴ σήμερον ἀπαρτία ἐν τῇ ἐπιτροπῇ τοῦ Προϋπολογισμοῦ. (624, 1121, 844, 1195)
paragraph: Τὴν 3ην μ. μ. μετὰ τοῦ κ. Πίσσα μετέβησαν εἰς τὸ ὑπουργεῖον τῶν Ἐξωτερικῶν καὶ παρουσιάσθησαν εἰς τὸν ὑπουργὸν κ. Σκουζέ. (1338, 485, 1564, 544)
article-subheadline: ΤΟΥ ΔΙΑΔΟΧΟΥ ΤΗΣ ΓΕΡΜΑΝΙΑΣ (665, 411, 803, 439)
ad-address: Ὁδὸς Ἀδερφοῦ ἀριθ. 21Δ Πλησίον Καπνοκοπτηρίου (403, 1241, 585, 1269)
article-headline: ΟΙ ΚΛΕΠΤΑΙ (1132, 776, 1292, 811)
divider (644, 557, 824, 558)
section-heading: Τὸ παράσημον τοῦ κ. Πρωθυπουργοῦ (1372, 696, 1530, 726)
section-heading: Αἱ γενόμεναι ἀνακρίσεις.—Μία δολοφονία καὶ εἷς τραυματισμός.—Ἡ ἀπόλυσις ἑνὸς συλληφθέντος. (1105, 187, 1319, 247)
paragraph: Τὴν 11ην π. μ. χθὲς ἀνακτορικὴ ἅμαξα παρέλαβεν ἐκ τῆς ρωσικῆς Πρεσβείας τὸν νέον Ρῶσον πρεσβευτὴν κ. Τσερμπατσὲφ καὶ τὸν γραμματέα αὐτοῦ, μεταβάντας εἰς τὰ ἀνάκτορα ὅπου παρουσιάσθη εἰς τὸν Βασιλέα. (624, 1240, 844, 1344)
article-headline: Η ΑΡΔΕΥΣΙΣ ΤΟΥ ΑΡΓΑΛΙΚΟΥ ΠΕΔΙΟΥ (633, 1420, 835, 1448)
section-heading: Μὲ τί σχετίζεται ὁ φόνος (1116, 392, 1308, 407)
section-heading: Ἡ ἐπέμβασις τῆς Ἀγγλίας (398, 732, 590, 747)
divider (644, 1202, 824, 1203)
article-headline: Η ΥΓΕΙΑ (680, 374, 788, 409)
paragraph: — Ὁ κ. βουλευτὴς ἐκ Κυθήρων, λέγει ὁ κ. Δηλιγιάννης κακῶς σκιπτόμενος ἐπετέθη κατὰ τοῦ νόμου περὶ κατωτέρας Ἐκπαιδεύσεως, ὁ ὁποῖος τοσοῦτον σωτήριος ἀπέβη διὰ τὴν κατωτέραν ἐκπαίδευσιν. (138, 92, 364, 196)
